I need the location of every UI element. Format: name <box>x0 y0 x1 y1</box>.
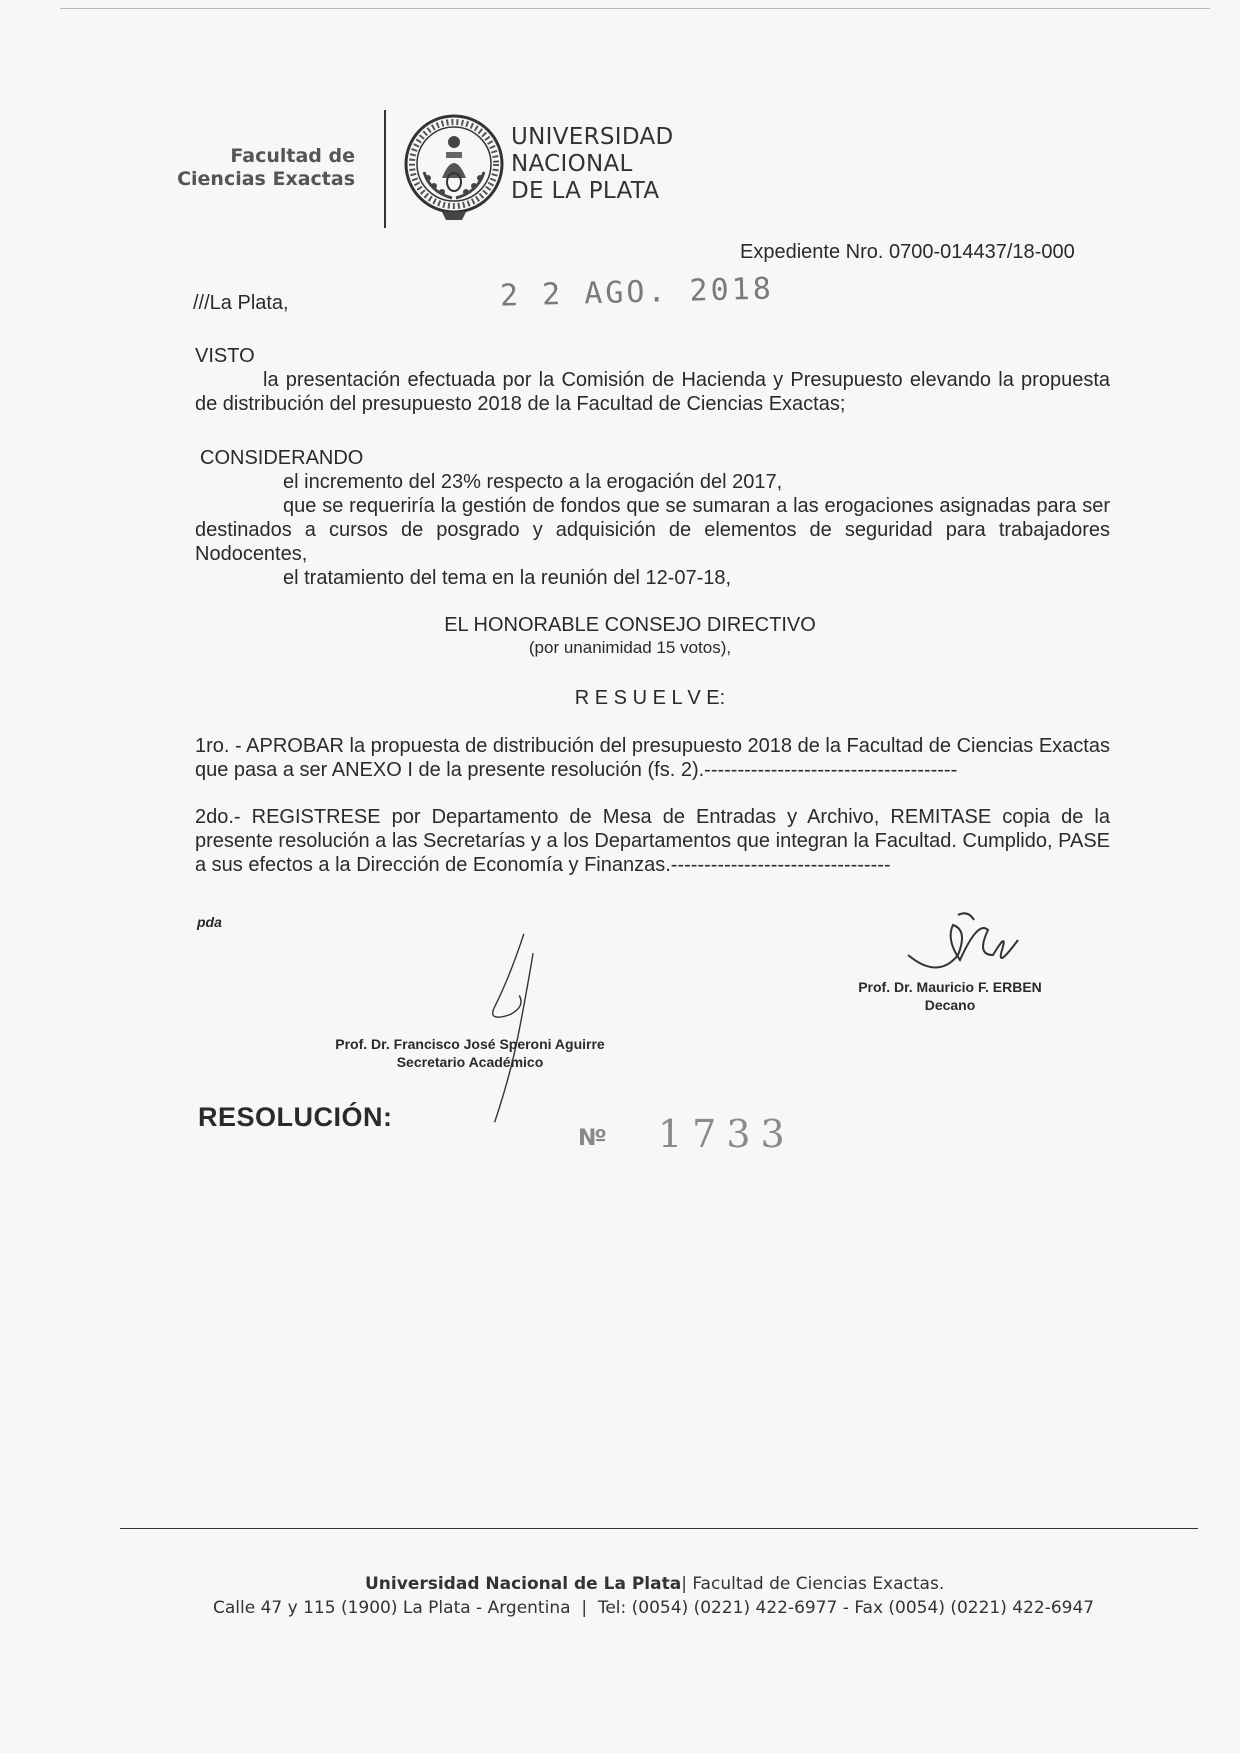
dean-title: Decano <box>924 997 976 1013</box>
university-name <box>511 124 674 205</box>
consejo-votes: (por unanimidad 15 votos), <box>528 638 732 657</box>
visto-heading: VISTO <box>195 345 255 367</box>
footer-university: Universidad Nacional de La Plata <box>365 1574 682 1594</box>
footer-divider <box>120 1528 1198 1529</box>
scan-edge-line <box>60 8 1210 9</box>
secretary-block <box>300 1035 640 1071</box>
faculty-line-1: Facultad de <box>230 145 355 167</box>
considerando-item-3: el tratamiento del tema en la reunión del 12-07-18, <box>283 567 732 589</box>
university-line-3: DE LA PLATA <box>511 178 660 204</box>
resolucion-label: RESOLUCIÓN: <box>198 1102 393 1132</box>
footer-faculty: | Facultad de Ciencias Exactas. <box>681 1574 945 1594</box>
secretary-name: Prof. Dr. Francisco José Speroni Aguirre <box>335 1036 605 1052</box>
university-line-2: NACIONAL <box>511 151 633 177</box>
consejo-title: EL HONORABLE CONSEJO DIRECTIVO <box>444 614 816 636</box>
university-line-1: UNIVERSIDAD <box>511 124 674 150</box>
expediente-number: Expediente Nro. 0700-014437/18-000 <box>740 241 1075 263</box>
footer-line-1 <box>365 1574 944 1594</box>
resuelve-heading: R E S U E L V E: <box>574 687 726 709</box>
place: ///La Plata, <box>193 292 289 314</box>
visto-text <box>195 368 1110 416</box>
resolucion-number-prefix: Nº <box>578 1126 605 1151</box>
resolucion-number: 1733 <box>658 1112 795 1156</box>
considerando-item-1: el incremento del 23% respecto a la erogación del 2017, <box>283 471 783 493</box>
considerando-item-2: que se requeriría la gestión de fondos que se sumaran a las erogaciones asignadas para ser destinados a cursos de posgrado y adquisición de elementos de seguridad para trabajadores Nodocentes, <box>195 495 1110 565</box>
dean-block <box>800 978 1100 1014</box>
header-divider <box>384 110 386 228</box>
dean-name: Prof. Dr. Mauricio F. ERBEN <box>858 979 1042 995</box>
secretary-signature <box>450 930 570 1130</box>
faculty-name <box>150 145 355 191</box>
date-stamp: 2 2 AGO. 2018 <box>499 271 775 314</box>
article-1: 1ro. - APROBAR la propuesta de distribución del presupuesto 2018 de la Facultad de Ciencias Exactas que pasa a ser ANEXO I de la presente resolución (fs. 2).-------------------------------------- <box>195 735 1110 781</box>
considerando-heading: CONSIDERANDO <box>200 447 364 469</box>
faculty-line-2: Ciencias Exactas <box>177 168 355 190</box>
footer-line-2: Calle 47 y 115 (1900) La Plata - Argentina | Tel: (0054) (0221) 422-6977 - Fax (0054) (0221) 422-6947 <box>213 1598 1095 1618</box>
article-2: 2do.- REGISTRESE por Departamento de Mesa de Entradas y Archivo, REMITASE copia de la presente resolución a las Secretarías y a los Departamentos que integran la Facultad. Cumplido, PASE a sus efectos a la Dirección de Economía y Finanzas.--------------------------------- <box>195 806 1110 876</box>
drafter-initials: pda <box>197 914 222 930</box>
secretary-title: Secretario Académico <box>396 1054 544 1070</box>
university-seal-icon <box>402 112 506 224</box>
visto-body: la presentación efectuada por la Comisión de Hacienda y Presupuesto elevando la propuesta de distribución del presupuesto 2018 de la Facultad de Ciencias Exactas; <box>195 369 1110 415</box>
